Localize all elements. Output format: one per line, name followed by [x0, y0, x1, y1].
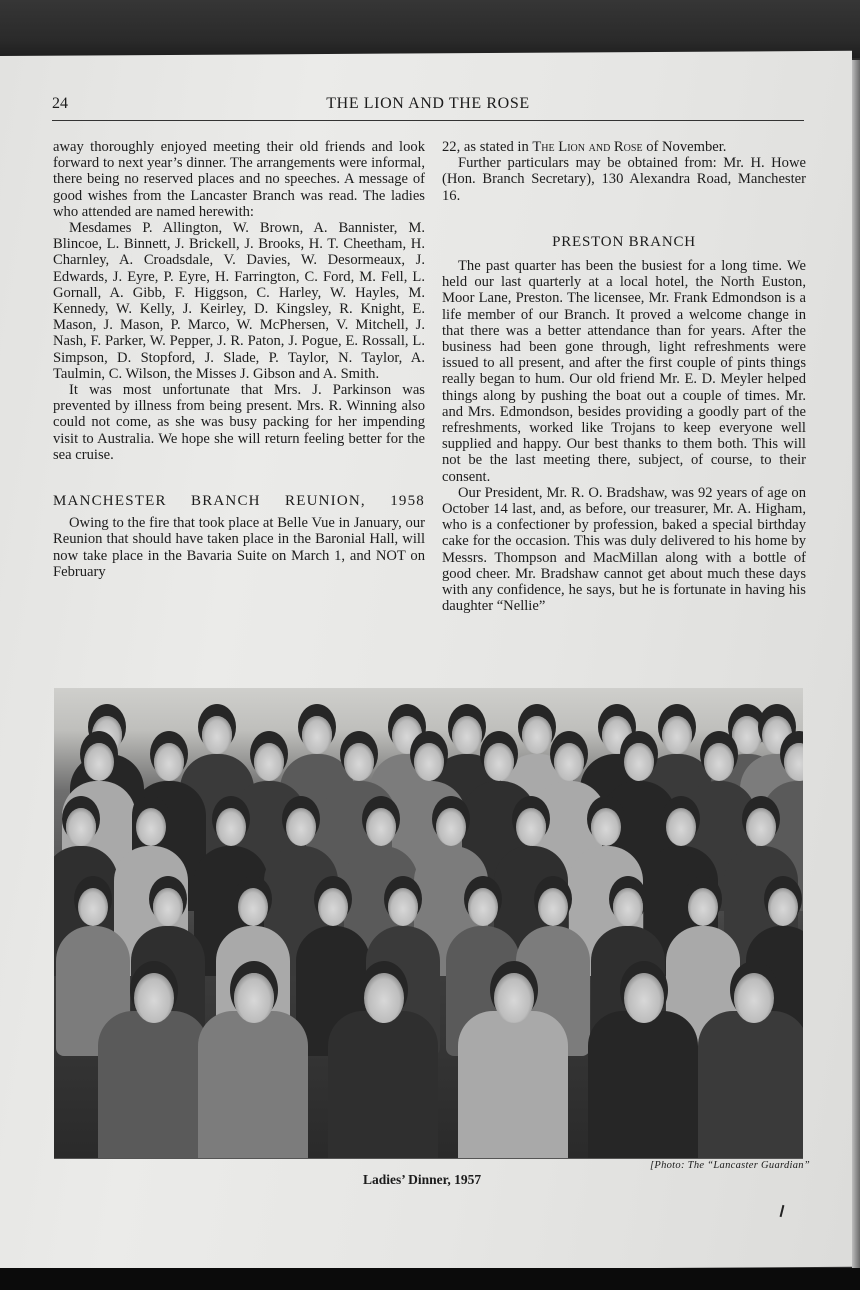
photo-figure-face — [662, 716, 692, 754]
section-heading-preston: PRESTON BRANCH — [552, 233, 696, 250]
photo-figure-face — [734, 973, 774, 1023]
header-rule — [52, 120, 804, 121]
paragraph: Our President, Mr. R. O. Bradshaw, was 92 years of age on October 14 last, and, as before, our treasurer, Mr. A. Higham, who is a confectioner by profession, baked a special birthday cake for the occasion. This was duly delivered to his home by Messrs. Thompson and MacMillan along with a bottle of good cheer. Mr. Bradshaw cannot get about much these days with any confidence, he says, but he is fortunate in having his daughter “Nellie” — [442, 484, 806, 615]
photo-figure-face — [554, 743, 584, 781]
photo-figure-body — [588, 1011, 698, 1159]
photo-figure-face — [134, 973, 174, 1023]
page-edge — [852, 60, 860, 1270]
group-photo — [54, 688, 803, 1159]
paragraph — [442, 139, 806, 155]
photo-figure-face — [484, 743, 514, 781]
paragraph: away thoroughly enjoyed meeting their old friends and look forward to next year’s dinner. The arrangements were informal, there being no reserved places and no speeches. A message of good wishes from the Lancaster Branch was read. The ladies who attended are named herewith: — [53, 139, 425, 220]
paragraph: Owing to the fire that took place at Belle Vue in January, our Reunion that should have taken place in the Baronial Hall, will now take place in the Bavaria Suite on March 1, and NOT on February — [53, 515, 425, 580]
photo-figure-face — [746, 808, 776, 846]
photo-figure-face — [591, 808, 621, 846]
photo-figure-face — [468, 888, 498, 926]
paragraph: The past quarter has been the busiest for a long time. We held our last quarterly at a local hotel, the North Euston, Moor Lane, Preston. The licensee, Mr. Frank Edmondson is a life member of our Branch. It proved a welcome change in that there was a better attendance than for years. After the business had been gone through, light refreshments were issued to all present, and after the first couple of pints things really began to hum. Our old friend Mr. E. D. Meyler helped things along by pushing the boat out a couple of times. Mr. and Mrs. Edmondson, besides providing a goodly part of the refreshments, worked like Trojans to keep everyone well supplied and happy. Our best thanks to them both. This will not be the last meeting there, subject, of course, to their consent. — [442, 258, 806, 485]
photo-figure-body — [328, 1011, 438, 1159]
photo-figure-face — [216, 808, 246, 846]
paragraph: Further particulars may be obtained from: Mr. H. Howe (Hon. Branch Secretary), 130 Alexandra Road, Manchester 16. — [442, 155, 806, 204]
running-title: THE LION AND THE ROSE — [326, 95, 530, 112]
photo-figure-face — [154, 743, 184, 781]
right-column — [442, 139, 806, 614]
photo-figure-face — [666, 808, 696, 846]
photo-figure-face — [613, 888, 643, 926]
photo-figure-face — [768, 888, 798, 926]
photo-figure-face — [84, 743, 114, 781]
photo-figure-face — [344, 743, 374, 781]
photo-figure-body — [198, 1011, 308, 1159]
photo-figure-face — [254, 743, 284, 781]
photo-figure-face — [202, 716, 232, 754]
section-heading-manchester: MANCHESTER BRANCH REUNION, 1958 — [53, 493, 425, 510]
scan-background-bottom — [0, 1268, 860, 1290]
photo-figure-face — [704, 743, 734, 781]
text: of November. — [642, 139, 727, 155]
photo-figure-face — [153, 888, 183, 926]
photo-figure-face — [688, 888, 718, 926]
photo-figure-face — [538, 888, 568, 926]
photo-figure-face — [318, 888, 348, 926]
photo-figure-face — [732, 716, 762, 754]
photo-figure-face — [452, 716, 482, 754]
photo-figure-face — [414, 743, 444, 781]
photo-figure-body — [458, 1011, 568, 1159]
page-number: 24 — [52, 95, 68, 112]
photo-figure-face — [136, 808, 166, 846]
photo-figure-face — [364, 973, 404, 1023]
photo-figure-body — [698, 1011, 803, 1159]
left-column — [53, 139, 425, 580]
photo-figure-face — [78, 888, 108, 926]
attendee-list: Mesdames P. Allington, W. Brown, A. Bannister, M. Blincoe, L. Binnett, J. Brickell, J. Brooks, H. T. Cheetham, H. Charnley, A. Croadsdale, V. Davies, W. Desormeaux, J. Edwards, J. Eyre, P. Eyre, H. Farrington, C. Ford, M. Fell, L. Gornall, A. Gibb, F. Higgson, C. Harley, W. Hayles, M. Kennedy, W. Kelly, J. Keirley, D. Kingsley, R. Knight, E. Mason, J. Mason, P. Marco, W. McPhersen, V. Mitchell, J. Nash, F. Parker, W. Pepper, J. R. Paton, J. Pogue, E. Rossall, L. Simpson, D. Stopford, J. Slade, P. Taylor, N. Taylor, A. Taulmin, C. Wilson, the Misses J. Gibson and A. Smith. — [53, 220, 425, 382]
photo-figure-face — [286, 808, 316, 846]
photo-caption: Ladies’ Dinner, 1957 — [363, 1172, 482, 1187]
photo-credit: [Photo: The “Lancaster Guardian” — [649, 1160, 810, 1171]
photo-figure-face — [238, 888, 268, 926]
photo-figure-face — [436, 808, 466, 846]
photo-figure-face — [234, 973, 274, 1023]
photo-figure-face — [388, 888, 418, 926]
photo-figure-face — [516, 808, 546, 846]
photo-figure-face — [66, 808, 96, 846]
paragraph: It was most unfortunate that Mrs. J. Parkinson was prevented by illness from being present. Mrs. R. Winning also could not come, as she was busy packing for her impending visit to Australia. We hope she will return feeling better for the sea cruise. — [53, 382, 425, 463]
photo-figure-face — [522, 716, 552, 754]
photo-figure-face — [366, 808, 396, 846]
page-header — [52, 95, 804, 121]
photo-figure-face — [624, 973, 664, 1023]
publication-title: The Lion and Rose — [532, 139, 643, 155]
photo-figure-body — [98, 1011, 208, 1159]
photo-figure-face — [302, 716, 332, 754]
photo-figure-face — [624, 743, 654, 781]
scan-background-top — [0, 0, 860, 58]
text: 22, as stated in — [442, 139, 533, 155]
photo-figure-face — [494, 973, 534, 1023]
